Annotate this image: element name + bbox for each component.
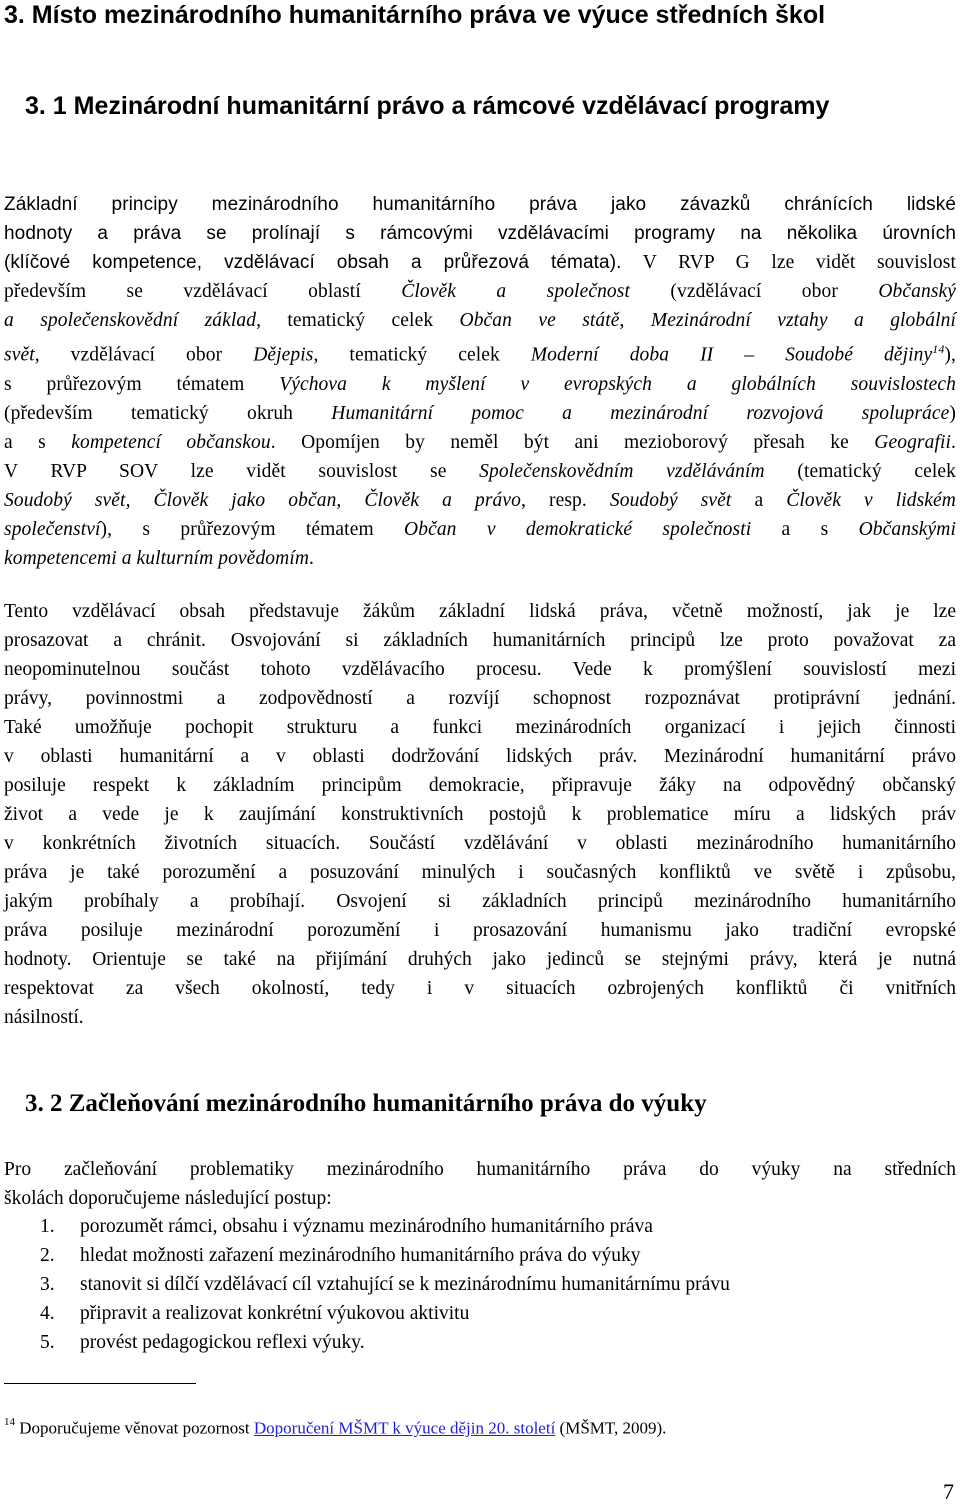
text-line xyxy=(4,515,956,544)
text-line: respektovat za všech okolností, tedy i v situacích ozbrojených konfliktů či vnitřních xyxy=(4,978,956,999)
list-item-text: provést pedagogickou reflexi výuky. xyxy=(80,1332,365,1353)
list-item-text: stanovit si dílčí vzdělávací cíl vztahující se k mezinárodnímu humanitárnímu právu xyxy=(80,1274,730,1295)
section-heading-3-2: 3. 2 Začleňování mezinárodního humanitárního práva do výuky xyxy=(25,1090,707,1117)
list-item-text: hledat možnosti zařazení mezinárodního humanitárního práva do výuky xyxy=(80,1245,641,1266)
italic-term: kompetencemi a kulturním povědomím xyxy=(4,547,310,569)
text-run: ), xyxy=(944,344,956,366)
text-line xyxy=(4,486,956,515)
italic-term: Občan ve státě xyxy=(459,310,620,331)
paragraph-content-description xyxy=(4,597,956,1032)
italic-term: Geografii xyxy=(874,431,952,453)
text-run: ), s průřezovým tématem xyxy=(100,518,405,540)
list-item-number: 1. xyxy=(40,1216,55,1237)
text-line: práva posiluje mezinárodní porozumění i prosazování humanismu jako tradiční evropské xyxy=(4,920,956,941)
text-run: . xyxy=(951,431,956,453)
text-run: , tematický celek xyxy=(256,310,460,331)
footnote-text-end: (MŠMT, 2009). xyxy=(555,1418,667,1438)
text-line xyxy=(4,544,956,573)
italic-term: Soudobý svět xyxy=(609,489,732,511)
italic-term: kompetencí občanskou xyxy=(71,431,271,453)
italic-term: Občanskými xyxy=(858,518,956,540)
text-line: v oblasti humanitární a v oblasti dodržování lidských práv. Mezinárodní humanitární právo xyxy=(4,746,956,767)
text-line: posiluje respekt k základním principům demokracie, připravuje žáky na odpovědný občanský xyxy=(4,775,956,796)
text-line xyxy=(4,306,956,335)
text-line: v konkrétních životních situacích. Součástí vzdělávání v oblasti mezinárodního humanitárního xyxy=(4,833,956,854)
list-item-text: porozumět rámci, obsahu i významu mezinárodního humanitárního práva xyxy=(80,1216,653,1237)
text-run: a s xyxy=(4,431,72,453)
text-line: školách doporučujeme následující postup: xyxy=(4,1188,332,1209)
text-line xyxy=(4,248,956,277)
list-item-number: 5. xyxy=(40,1332,55,1353)
italic-term: Dějepis xyxy=(253,344,314,366)
italic-term: společenství xyxy=(4,518,101,540)
italic-term: a společenskovědní základ xyxy=(4,310,257,331)
italic-term: Humanitární pomoc a mezinárodní rozvojová spolupráce xyxy=(331,402,950,424)
text-run: a s xyxy=(751,518,859,540)
text-line xyxy=(4,335,956,370)
text-line: Také umožňuje pochopit strukturu a funkci mezinárodních organizací i jejich činnosti xyxy=(4,717,956,738)
text-run: (především tematický okruh xyxy=(4,402,332,424)
list-item-text: připravit a realizovat konkrétní výukovou aktivitu xyxy=(80,1303,470,1324)
list-item-number: 3. xyxy=(40,1274,55,1295)
footnote-separator xyxy=(4,1383,196,1384)
text-run: hodnoty a práva se prolínají s rámcovými vzdělávacími programy na několika úrovních xyxy=(4,223,956,244)
italic-term: Moderní doba II – Soudobé dějiny xyxy=(530,344,933,366)
italic-term: svět xyxy=(4,344,35,366)
text-line: Pro začleňování problematiky mezinárodního humanitárního práva do výuky na středních xyxy=(4,1159,956,1180)
italic-term: Výchova k myšlení v evropských a globálních souvislostech xyxy=(279,373,956,395)
text-line xyxy=(4,370,956,399)
italic-term: Soudobý svět, Člověk jako občan, Člověk a právo xyxy=(4,489,522,511)
paragraph-rvp-overview xyxy=(4,190,956,573)
text-run: (klíčové kompetence, vzdělávací obsah a průřezová témata). xyxy=(4,252,622,273)
italic-term: Člověk v lidském xyxy=(786,489,956,511)
footnote-number: 14 xyxy=(4,1416,15,1428)
text-run: (tematický celek xyxy=(764,460,956,482)
italic-term: Společenskovědním vzděláváním xyxy=(479,460,765,482)
text-run: , xyxy=(619,310,651,331)
text-run: . xyxy=(309,547,315,569)
text-line xyxy=(4,399,956,428)
text-run: V RVP SOV lze vidět souvislost se xyxy=(4,460,480,482)
italic-term: Občanský xyxy=(878,281,957,302)
text-line: Tento vzdělávací obsah představuje žákům základní lidská práva, včetně možností, jak je lze xyxy=(4,601,956,622)
footnote-text: Doporučujeme věnovat pozornost xyxy=(15,1418,254,1438)
text-line xyxy=(4,428,956,457)
text-run: především se vzdělávací oblastí xyxy=(4,281,402,302)
text-line xyxy=(4,190,956,219)
list-item-number: 4. xyxy=(40,1303,55,1324)
text-run: , resp. xyxy=(521,489,610,511)
footnote xyxy=(4,1412,666,1441)
italic-term: Člověk a společnost xyxy=(401,281,630,302)
paragraph-procedure-intro xyxy=(4,1155,956,1213)
chapter-heading: 3. Místo mezinárodního humanitárního práva ve výuce středních škol xyxy=(4,1,826,29)
text-run: , tematický celek xyxy=(313,344,531,366)
text-run: V RVP G lze vidět souvislost xyxy=(621,252,956,273)
footnote-link[interactable]: Doporučení MŠMT k výuce dějin 20. století xyxy=(253,1418,556,1438)
text-run: . Opomíjen by neměl být ani mezioborový přesah ke xyxy=(270,431,875,453)
text-line: neopominutelnou součást tohoto vzdělávacího procesu. Vede k promýšlení souvislostí mezi xyxy=(4,659,956,680)
text-run: s průřezovým tématem xyxy=(4,373,280,395)
text-line xyxy=(4,277,956,306)
text-run: a xyxy=(731,489,787,511)
text-line: právy, povinnostmi a zodpovědností a rozvíjí schopnost rozpoznávat protiprávní jednání. xyxy=(4,688,956,709)
page-number: 7 xyxy=(943,1479,954,1504)
text-line: jakým probíhaly a probíhají. Osvojení si základních principů mezinárodního humanitárního xyxy=(4,891,956,912)
text-line xyxy=(4,457,956,486)
italic-term: Mezinárodní vztahy a globální xyxy=(650,310,956,331)
text-run: ) xyxy=(949,402,956,424)
text-line: násilností. xyxy=(4,1007,84,1028)
text-run: , vzdělávací obor xyxy=(34,344,254,366)
footnote-reference[interactable]: 14 xyxy=(932,342,945,356)
text-run: Základní principy mezinárodního humanitárního práva jako závazků chránících lidské xyxy=(4,194,956,215)
text-line: hodnoty. Orientuje se také na přijímání druhých jako jedinců se stejnými právy, která je nutná xyxy=(4,949,956,970)
text-run: (vzdělávací obor xyxy=(630,281,879,302)
text-line: život a vede je k zaujímání konstruktivních postojů k problematice míru a lidských práv xyxy=(4,804,956,825)
text-line: práva je také porozumění a posuzování minulých i současných konfliktů ve světě i způsobu, xyxy=(4,862,956,883)
list-item-number: 2. xyxy=(40,1245,55,1266)
text-line xyxy=(4,219,956,248)
text-line: prosazovat a chránit. Osvojování si základních humanitárních principů lze proto považovat za xyxy=(4,630,956,651)
section-heading-3-1: 3. 1 Mezinárodní humanitární právo a rámcové vzdělávací programy xyxy=(25,92,830,120)
italic-term: Občan v demokratické společnosti xyxy=(404,518,752,540)
